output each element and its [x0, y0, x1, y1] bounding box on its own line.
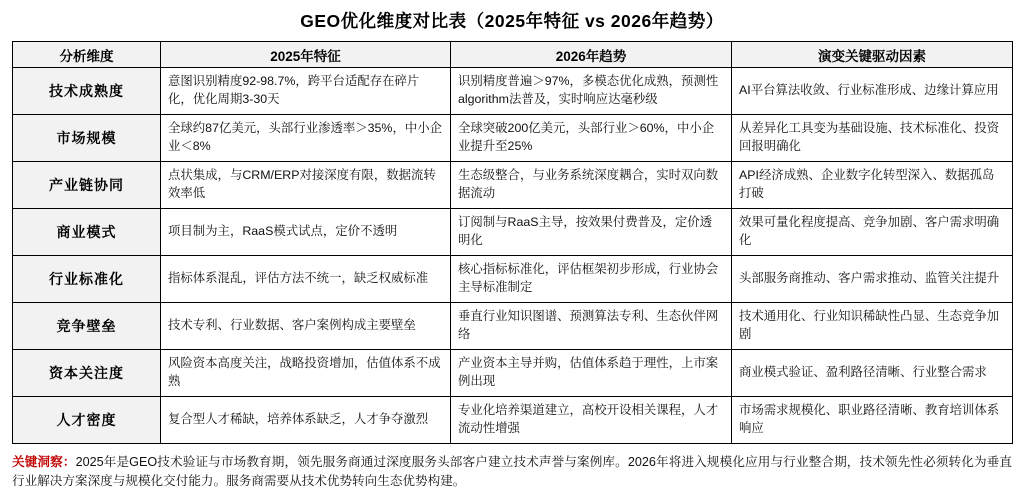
- row-2025: 全球约87亿美元，头部行业渗透率＞35%，中小企业＜8%: [161, 114, 451, 161]
- row-2026: 核心指标标准化，评估框架初步形成，行业协会主导标准制定: [451, 255, 732, 302]
- row-2026: 专业化培养渠道建立，高校开设相关课程，人才流动性增强: [451, 396, 732, 443]
- table-row: [13, 68, 1013, 115]
- column-header-drivers: 演变关键驱动因素: [732, 42, 1013, 68]
- row-2025: 点状集成，与CRM/ERP对接深度有限，数据流转效率低: [161, 161, 451, 208]
- row-driver: 从差异化工具变为基础设施、技术标准化、投资回报明确化: [732, 114, 1013, 161]
- row-driver: AI平台算法收敛、行业标准形成、边缘计算应用: [732, 68, 1013, 115]
- row-2025: 风险资本高度关注，战略投资增加，估值体系不成熟: [161, 349, 451, 396]
- column-header-2026: 2026年趋势: [451, 42, 732, 68]
- column-header-dimension: 分析维度: [13, 42, 161, 68]
- row-driver: 商业模式验证、盈利路径清晰、行业整合需求: [732, 349, 1013, 396]
- row-2026: 垂直行业知识图谱、预测算法专利、生态伙伴网络: [451, 302, 732, 349]
- row-2026: 识别精度普遍＞97%，多模态优化成熟，预测性algorithm法普及，实时响应达毫秒级: [451, 68, 732, 115]
- row-driver: 效果可量化程度提高、竞争加剧、客户需求明确化: [732, 208, 1013, 255]
- row-2026: 全球突破200亿美元，头部行业＞60%，中小企业提升至25%: [451, 114, 732, 161]
- row-2026: 订阅制与RaaS主导，按效果付费普及，定价透明化: [451, 208, 732, 255]
- table-row: [13, 114, 1013, 161]
- key-insight-label: 关键洞察：: [12, 454, 76, 469]
- table-row: [13, 349, 1013, 396]
- table-row: [13, 396, 1013, 443]
- table-row: [13, 161, 1013, 208]
- comparison-table: [12, 41, 1013, 444]
- key-insight-text: 2025年是GEO技术验证与市场教育期，领先服务商通过深度服务头部客户建立技术声誉与案例库。2026年将进入规模化应用与行业整合期，技术领先性必须转化为垂直行业解决方案深度与规模化交付能力。服务商需要从技术优势转向生态优势构建。: [12, 454, 1012, 489]
- row-dimension: 资本关注度: [13, 349, 161, 396]
- row-dimension: 市场规模: [13, 114, 161, 161]
- row-dimension: 技术成熟度: [13, 68, 161, 115]
- table-body: [13, 68, 1013, 444]
- row-2025: 复合型人才稀缺，培养体系缺乏，人才争夺激烈: [161, 396, 451, 443]
- row-2026: 生态级整合，与业务系统深度耦合，实时双向数据流动: [451, 161, 732, 208]
- column-header-2025: 2025年特征: [161, 42, 451, 68]
- row-2025: 项目制为主，RaaS模式试点，定价不透明: [161, 208, 451, 255]
- table-row: [13, 208, 1013, 255]
- row-2025: 指标体系混乱，评估方法不统一，缺乏权威标准: [161, 255, 451, 302]
- table-row: [13, 255, 1013, 302]
- table-row: [13, 302, 1013, 349]
- row-2025: 意图识别精度92-98.7%，跨平台适配存在碎片化，优化周期3-30天: [161, 68, 451, 115]
- table-header: [13, 42, 1013, 68]
- row-dimension: 商业模式: [13, 208, 161, 255]
- row-dimension: 人才密度: [13, 396, 161, 443]
- row-dimension: 行业标准化: [13, 255, 161, 302]
- page-title: GEO优化维度对比表（2025年特征 vs 2026年趋势）: [300, 11, 724, 31]
- row-driver: 技术通用化、行业知识稀缺性凸显、生态竞争加剧: [732, 302, 1013, 349]
- row-driver: 市场需求规模化、职业路径清晰、教育培训体系响应: [732, 396, 1013, 443]
- row-driver: API经济成熟、企业数字化转型深入、数据孤岛打破: [732, 161, 1013, 208]
- table-header-row: [13, 42, 1013, 68]
- row-2026: 产业资本主导并购，估值体系趋于理性，上市案例出现: [451, 349, 732, 396]
- row-dimension: 产业链协同: [13, 161, 161, 208]
- row-driver: 头部服务商推动、客户需求推动、监管关注提升: [732, 255, 1013, 302]
- row-dimension: 竞争壁垒: [13, 302, 161, 349]
- row-2025: 技术专利、行业数据、客户案例构成主要壁垒: [161, 302, 451, 349]
